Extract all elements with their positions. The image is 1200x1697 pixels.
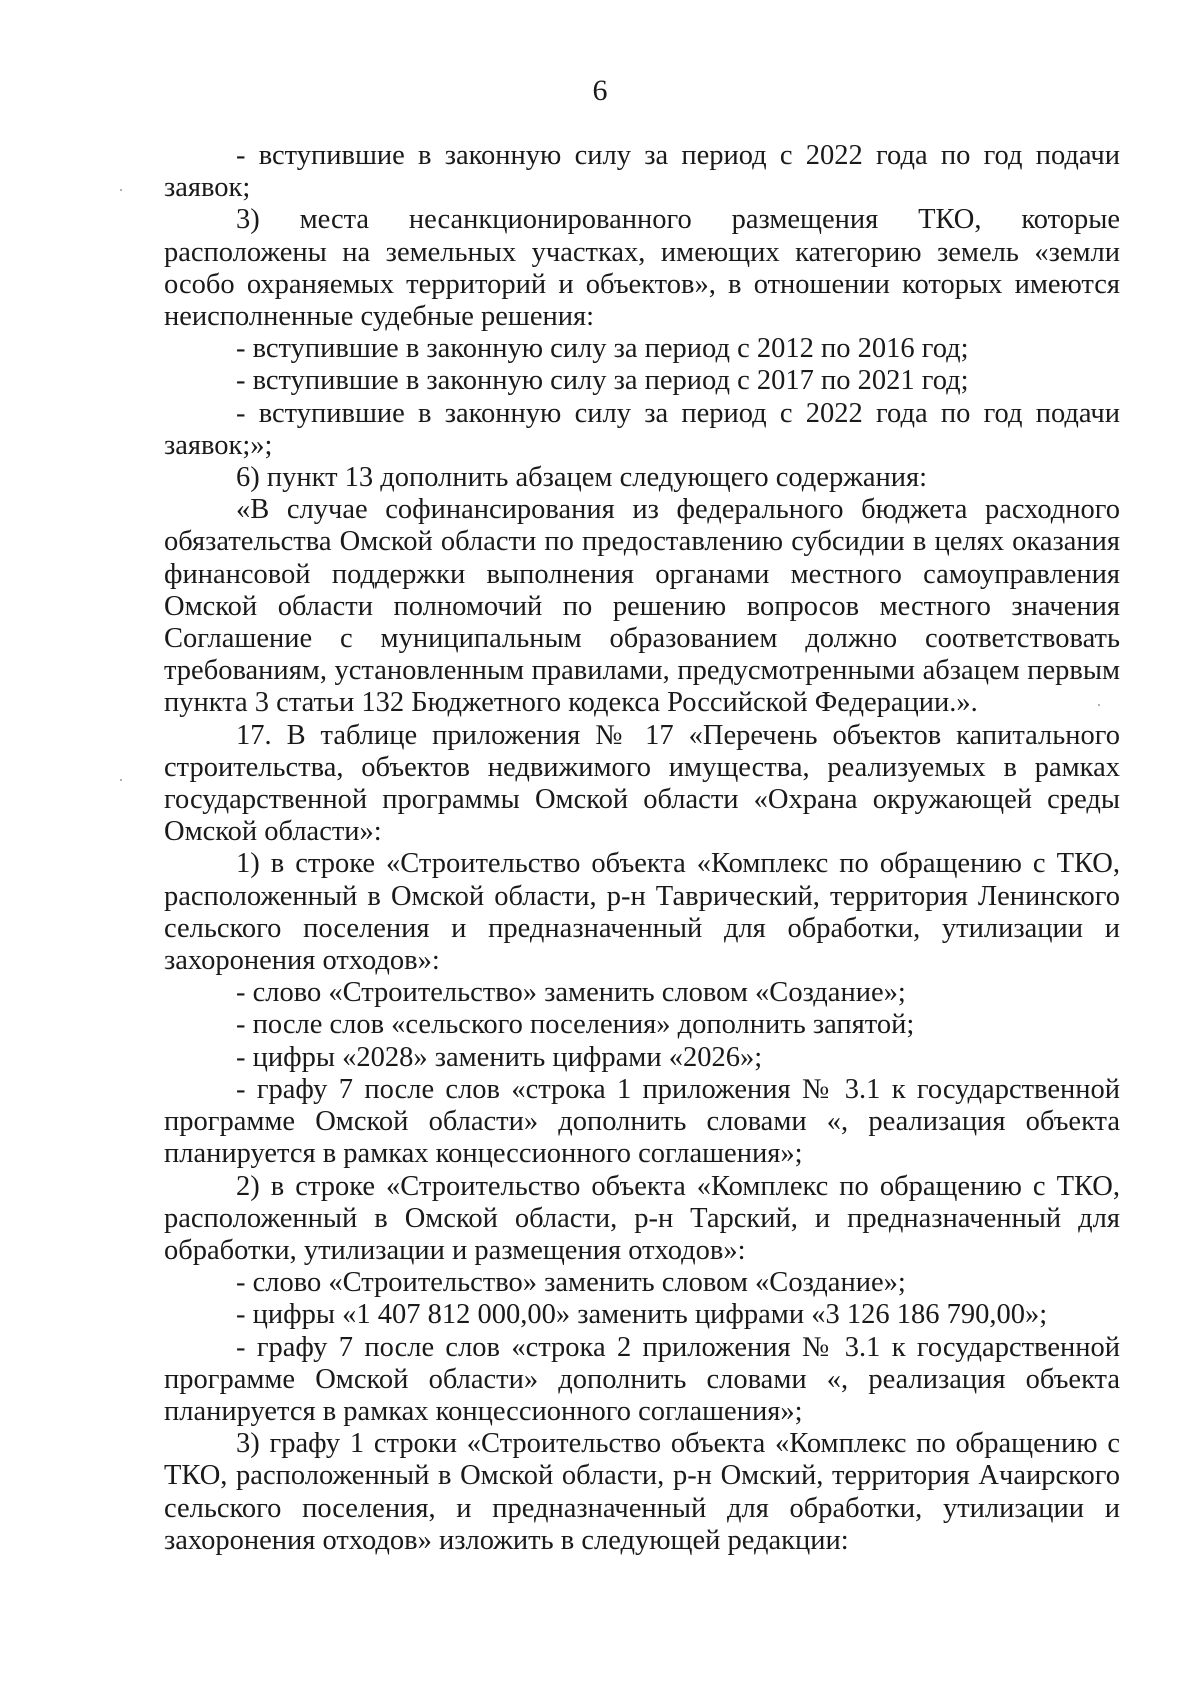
paragraph: - цифры «2028» заменить цифрами «2026»; <box>236 1041 763 1073</box>
paragraph: 6) пункт 13 дополнить абзацем следующего содержания: <box>236 462 928 494</box>
scan-speck <box>120 779 122 781</box>
paragraph: - слово «Строительство» заменить словом «Создание»; <box>236 977 906 1009</box>
paragraph: - вступившие в законную силу за период с 2022 года по год подачи заявок; <box>164 140 1120 204</box>
paragraph: - вступившие в законную силу за период с 2017 по 2021 год; <box>236 365 969 397</box>
paragraph: - после слов «сельского поселения» дополнить запятой; <box>236 1009 915 1041</box>
page-number: 6 <box>592 74 608 107</box>
scan-speck <box>1098 704 1100 706</box>
paragraph: 17. В таблице приложения № 17 «Перечень объектов капитального строительства, объектов недвижимого имущества, реализуемых в рамках государственной программы Омской области «Охрана окружающей среды Омской области»: <box>164 719 1120 848</box>
scan-speck <box>120 189 122 191</box>
paragraph: «В случае софинансирования из федерального бюджета расходного обязательства Омской области по предоставлению субсидии в целях оказания финансовой поддержки выполнения органами местного самоуправления Омской области полномочий по решению вопросов местного значения Соглашение с муниципальным образованием должно соответствовать требованиям, установленным правилами, предусмотренными абзацем первым пункта 3 статьи 132 Бюджетного кодекса Российской Федерации.». <box>164 494 1120 719</box>
paragraph: - слово «Строительство» заменить словом «Создание»; <box>236 1267 906 1299</box>
paragraph: - графу 7 после слов «строка 1 приложения № 3.1 к государственной программе Омской области» дополнить словами «, реализация объекта планируется в рамках концессионного соглашения»; <box>164 1073 1120 1170</box>
paragraph: 2) в строке «Строительство объекта «Комплекс по обращению с ТКО, расположенный в Омской области, р-н Тарский, и предназначенный для обработки, утилизации и размещения отходов»: <box>164 1170 1120 1266</box>
paragraph: - вступившие в законную силу за период с 2012 по 2016 год; <box>236 333 969 365</box>
paragraph: - цифры «1 407 812 000,00» заменить цифрами «3 126 186 790,00»; <box>236 1299 1048 1331</box>
paragraph: - графу 7 после слов «строка 2 приложения № 3.1 к государственной программе Омской области» дополнить словами «, реализация объекта планируется в рамках концессионного соглашения»; <box>164 1331 1120 1427</box>
document-body <box>164 140 1120 1557</box>
paragraph: 3) графу 1 строки «Строительство объекта «Комплекс по обращению с ТКО, расположенный в Омской области, р-н Омский, территория Ачаирского сельского поселения, и предназначенный для обработки, утилизации и захоронения отходов» изложить в следующей редакции: <box>164 1428 1120 1556</box>
paragraph: 3) места несанкционированного размещения ТКО, которые расположены на земельных участках, имеющих категорию земель «земли особо охраняемых территорий и объектов», в отношении которых имеются неисполненные судебные решения: <box>164 204 1120 333</box>
paragraph: - вступившие в законную силу за период с 2022 года по год подачи заявок;»; <box>164 397 1120 461</box>
paragraph: 1) в строке «Строительство объекта «Комплекс по обращению с ТКО, расположенный в Омской области, р-н Таврический, территория Ленинского сельского поселения и предназначенный для обработки, утилизации и захоронения отходов»: <box>164 848 1120 977</box>
